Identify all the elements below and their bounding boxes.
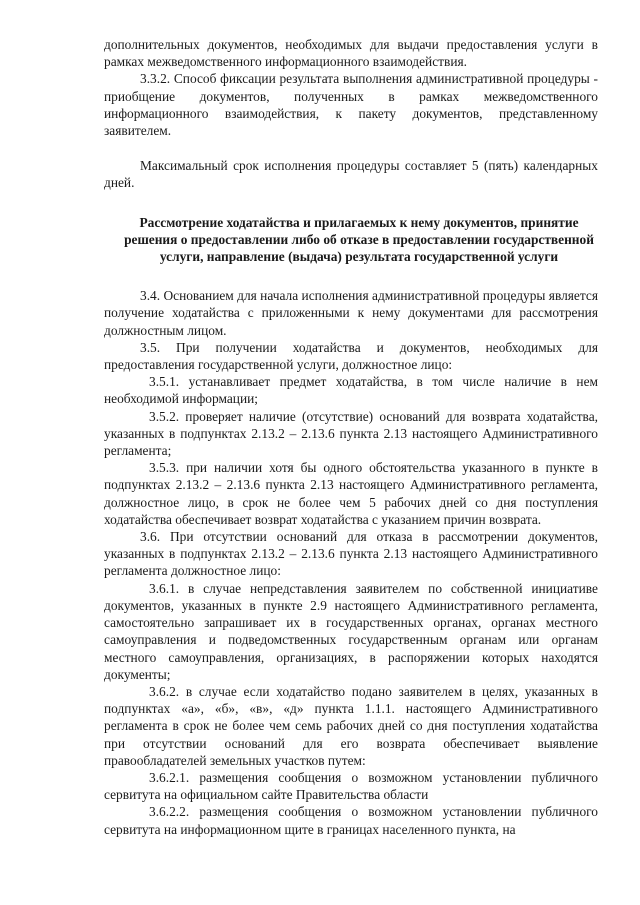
paragraph-3-4: 3.4. Основанием для начала исполнения административной процедуры является получение ходатайства с приложенными к нему документами для рассмотрения должностным лицом. (104, 288, 598, 338)
paragraph-3-3-2: 3.3.2. Способ фиксации результата выполнения административной процедуры - приобщение документов, полученных в рамках межведомственного информационного взаимодействия, к пакету документов, представленному заявителем. (104, 71, 598, 139)
paragraph-3-5-3: 3.5.3. при наличии хотя бы одного обстоятельства указанного в пункте в подпунктах 2.13.2 – 2.13.6 пункта 2.13 настоящего Административного регламента, должностное лицо, в срок не более чем 5 рабочих дней со дня поступления ходатайства обеспечивает возврат ходатайства с указанием причин возврата. (104, 460, 598, 527)
paragraph-3-5-1: 3.5.1. устанавливает предмет ходатайства, в том числе наличие в нем необходимой информации; (104, 374, 598, 407)
section-heading: Рассмотрение ходатайства и прилагаемых к нему документов, принятие решения о предоставлении либо об отказе в предоставлении государственной услуги, направление (выдача) результата государственной услуги (124, 214, 594, 265)
paragraph-3-6-2: 3.6.2. в случае если ходатайство подано заявителем в целях, указанных в подпунктах «а», «б», «в», «д» пункта 1.1.1. настоящего Административного регламента в срок не более чем семь рабочих дней со дня поступления ходатайства при отсутствии оснований для его возврата обеспечивает выявление правообладателей земельных участков путем: (104, 683, 598, 768)
paragraph-3-5: 3.5. При получении ходатайства и документов, необходимых для предоставления государственной услуги, должностное лицо: (104, 339, 598, 373)
paragraph-3-6: 3.6. При отсутствии оснований для отказа в рассмотрении документов, указанных в подпунктах 2.13.2 – 2.13.6 пункта 2.13 настоящего Административного регламента должностное лицо: (104, 529, 598, 579)
paragraph-3-6-2-1: 3.6.2.1. размещения сообщения о возможном установлении публичного сервитута на официальном сайте Правительства области (104, 769, 598, 803)
paragraph-3-6-2-2: 3.6.2.2. размещения сообщения о возможном установлении публичного сервитута на информационном щите в границах населенного пункта, на (104, 804, 598, 837)
paragraph-3-5-2: 3.5.2. проверяет наличие (отсутствие) оснований для возврата ходатайства, указанных в подпунктах 2.13.2 – 2.13.6 пункта 2.13 настоящего Административного регламента; (104, 408, 598, 459)
paragraph-continuation: дополнительных документов, необходимых для выдачи предоставления услуги в рамках межведомственного информационного взаимодействия. (104, 37, 598, 70)
paragraph-3-6-1: 3.6.1. в случае непредставления заявителем по собственной инициативе документов, указанных в пункте 2.9 настоящего Административного регламента, самостоятельно запрашивает их в государственных органах, органах местного самоуправления и подведомственных государственным органам или органам местного самоуправления, организациях, в распоряжении которых находятся документы; (104, 580, 598, 682)
paragraph-max-term: Максимальный срок исполнения процедуры составляет 5 (пять) календарных дней. (104, 158, 598, 191)
